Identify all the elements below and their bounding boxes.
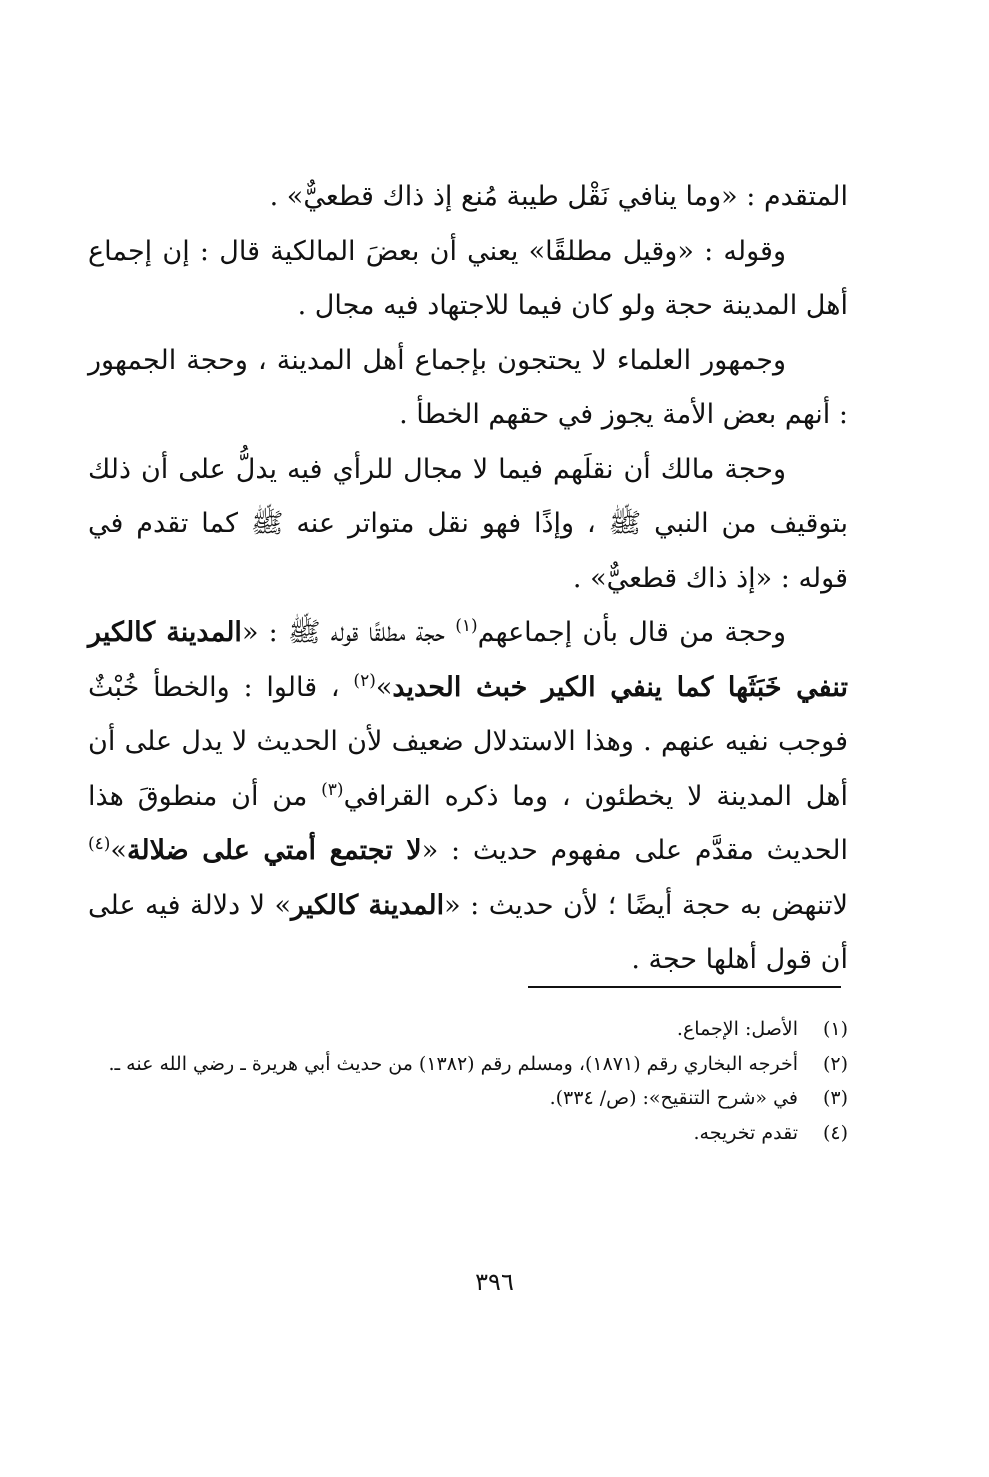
footnote-text: تقدم تخريجه. [693, 1121, 798, 1144]
text-run: من أن منطوقَ هذا الحديث مقدَّم على مفهوم حديث : « [88, 780, 848, 866]
footnote-number: (٢) [822, 1052, 848, 1075]
text-run: » لا دلالة فيه على أن قول أهلها حجة . [88, 889, 848, 975]
footnote-text: أخرجه البخاري رقم (١٨٧١)، ومسلم رقم (١٣٨٢) من حديث أبي هريرة ـ رضي الله عنه ـ. [108, 1052, 798, 1075]
paragraph [88, 225, 848, 334]
footnote-marker: (١) [455, 616, 478, 636]
footnote [88, 1081, 848, 1116]
footnote-number: (٤) [822, 1121, 848, 1144]
footnote-text: الأصل: الإجماع. [676, 1018, 798, 1040]
paragraph [88, 170, 848, 225]
footnote-separator [528, 986, 841, 988]
text-run: » [110, 835, 127, 866]
footnote-marker: (٤) [88, 834, 111, 854]
text-run: وحجة من قال بأن إجماعهم [477, 617, 787, 648]
page-number: ٣٩٦ [475, 1268, 514, 1296]
footnote-number: (٣) [822, 1087, 848, 1109]
text-run: وحجة مالك أن نقلَهم فيما لا مجال للرأي فيه يدلُّ على أن ذلك بتوقيف من النبي ﷺ ، وإذًا فهو نقل متواتر عنه ﷺ كما تقدم في قوله : «إذ ذاك قطعيٌّ» . [88, 453, 848, 594]
paragraph [88, 606, 848, 988]
footnote [88, 1047, 848, 1082]
hadith-quote: المدينة كالكير [290, 889, 445, 921]
main-text [88, 170, 848, 988]
text-run: وجمهور العلماء لا يحتجون بإجماع أهل المدينة ، وحجة الجمهور : أنهم بعض الأمة يجوز في حقهم الخطأ . [88, 344, 848, 430]
text-run: ، قالوا : والخطأ خُبْثٌ فوجب نفيه عنهم . وهذا الاستدلال ضعيف لأن الحديث لا يدل على أن أهل المدينة لا يخطئون ، وما ذكره القرافي [88, 671, 848, 812]
footnote-text: في «شرح التنقيح»: (ص/ ٣٣٤). [549, 1087, 798, 1109]
hadith-quote: المدينة كالكير تنفي خَبَثَها كما ينفي الكير خبث الحديد [88, 617, 848, 703]
footnote [88, 1012, 848, 1047]
text-run: وقوله : «وقيل مطلقًا» يعني أن بعضَ المالكية قال : إن إجماع أهل المدينة حجة ولو كان فيما للاجتهاد فيه مجال . [88, 235, 848, 321]
paragraph [88, 334, 848, 443]
footnote [88, 1116, 848, 1151]
footnote-marker: (٢) [353, 670, 376, 691]
text-run: » [375, 671, 393, 703]
text-run: حجة مطلقًا قوله ﷺ : « [241, 617, 456, 648]
hadith-quote: لا تجتمع أمتي على ضلالة [126, 835, 422, 866]
text-run: المتقدم : «وما ينافي نَقْل طيبة مُنع إذ ذاك قطعيٌّ» . [269, 181, 848, 212]
footnotes [88, 1012, 848, 1150]
footnote-number: (١) [822, 1018, 848, 1040]
paragraph [88, 443, 848, 607]
footnote-marker: (٣) [321, 779, 344, 800]
text-run: لاتنهض به حجة أيضًا ؛ لأن حديث : « [444, 889, 848, 921]
